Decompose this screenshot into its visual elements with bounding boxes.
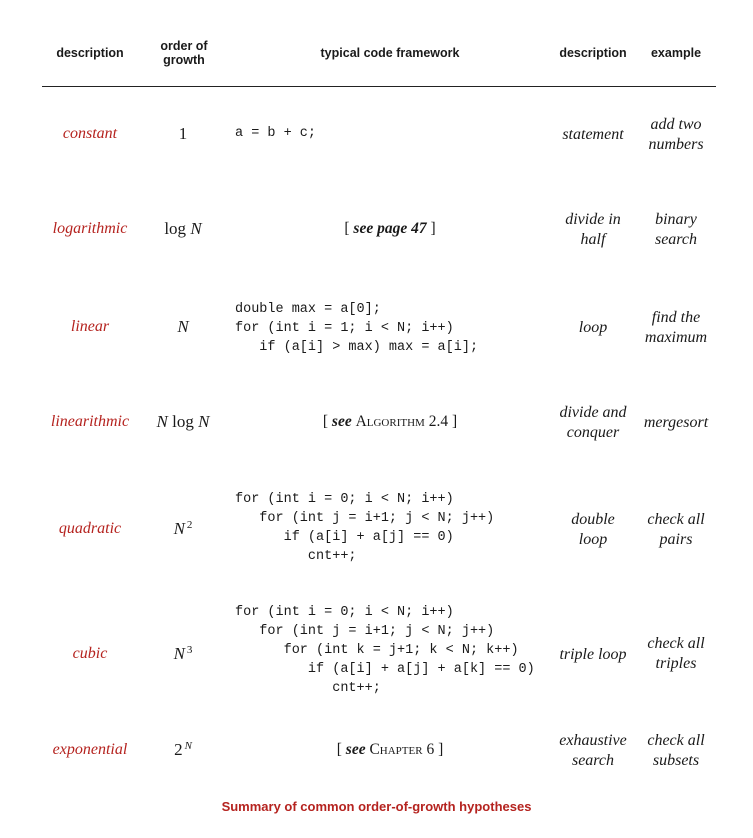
row-order-constant: 1 xyxy=(178,124,188,143)
example-line: numbers xyxy=(648,136,704,153)
row-name-quadratic: quadratic xyxy=(58,520,122,537)
desc-line: conquer xyxy=(566,424,620,441)
row-ref-exponential xyxy=(235,741,545,759)
row-code-constant: a = b + c; xyxy=(235,126,317,141)
ref-open: [ xyxy=(322,413,329,430)
example-line: triples xyxy=(655,655,697,672)
row-name-constant: constant xyxy=(62,125,118,142)
row-ref-linearithmic xyxy=(235,413,545,431)
ref-close: ] xyxy=(438,741,444,758)
order-log: log xyxy=(164,219,187,238)
ref-close: ] xyxy=(430,220,436,237)
example-line: add two xyxy=(650,116,702,133)
row-desc-cubic: triple loop xyxy=(559,646,627,663)
desc-line: half xyxy=(580,231,606,248)
ref-open: [ xyxy=(344,220,350,237)
row-name-cubic: cubic xyxy=(72,645,108,662)
header-description-2: description xyxy=(559,46,627,60)
example-line: subsets xyxy=(652,752,700,769)
order-var: N xyxy=(190,219,202,238)
header-order-line2: growth xyxy=(163,53,205,67)
row-name-linearithmic: linearithmic xyxy=(50,413,130,430)
row-example-linear xyxy=(630,308,722,348)
desc-line: divide in xyxy=(565,211,621,228)
row-order-quadratic xyxy=(138,519,228,539)
row-desc-constant: statement xyxy=(562,126,624,143)
row-code-cubic: for (int i = 0; i < N; i++) for (int j = i+1; j < N; j++) for (int k = j+1; k < N; k++) if (a[i] + a[j] + a[k] == 0) cnt++; xyxy=(235,605,535,696)
example-line: check all xyxy=(647,732,705,749)
header-order-line1: order of xyxy=(160,39,208,53)
ref-open: [ xyxy=(336,741,342,758)
row-ref-logarithmic xyxy=(235,220,545,238)
row-example-constant xyxy=(630,115,722,155)
order-var: N xyxy=(173,644,185,663)
row-example-linearithmic: mergesort xyxy=(643,414,709,431)
row-example-quadratic xyxy=(630,510,722,550)
example-line: binary xyxy=(655,211,697,228)
ref-text: see page 47 xyxy=(353,220,427,237)
row-code-linear: double max = a[0]; for (int i = 1; i < N; i++) if (a[i] > max) max = a[i]; xyxy=(235,302,479,355)
order-exponent: 3 xyxy=(186,644,193,656)
row-order-exponential xyxy=(138,740,228,760)
desc-line: loop xyxy=(578,531,608,548)
header-example: example xyxy=(650,46,702,60)
ref-target: Algorithm 2.4 xyxy=(355,413,449,430)
example-line: pairs xyxy=(659,531,693,548)
desc-line: search xyxy=(571,752,615,769)
figure-caption: Summary of common order-of-growth hypotheses xyxy=(221,799,532,814)
row-desc-exponential xyxy=(548,731,638,771)
order-var: N xyxy=(198,412,210,431)
ref-close: ] xyxy=(451,413,458,430)
row-desc-linear: loop xyxy=(578,319,608,336)
order-var: N xyxy=(177,317,189,336)
row-example-exponential xyxy=(630,731,722,771)
header-rule xyxy=(42,86,716,87)
order-exponent: 2 xyxy=(186,519,193,531)
row-desc-linearithmic xyxy=(548,403,638,443)
order-exponent: N xyxy=(184,740,192,752)
row-desc-logarithmic xyxy=(548,210,638,250)
row-code-quadratic: for (int i = 0; i < N; i++) for (int j = i+1; j < N; j++) if (a[i] + a[j] == 0) cnt++; xyxy=(235,492,495,564)
order-var: N xyxy=(173,519,185,538)
row-desc-quadratic xyxy=(548,510,638,550)
example-line: search xyxy=(654,231,698,248)
ref-see: see xyxy=(345,741,366,758)
ref-target: Chapter 6 xyxy=(369,741,435,758)
example-line: check all xyxy=(647,511,705,528)
order-var: N xyxy=(156,412,168,431)
header-description: description xyxy=(56,46,124,60)
header-order-of-growth xyxy=(140,39,228,67)
row-example-cubic xyxy=(630,634,722,674)
row-name-exponential: exponential xyxy=(52,741,128,758)
row-order-linearithmic xyxy=(138,412,228,432)
order-base: 2 xyxy=(174,740,183,759)
row-order-logarithmic xyxy=(138,219,228,239)
header-code-framework: typical code framework xyxy=(320,46,460,60)
example-line: check all xyxy=(647,635,705,652)
row-order-cubic xyxy=(138,644,228,664)
desc-line: exhaustive xyxy=(559,732,627,749)
row-example-logarithmic xyxy=(630,210,722,250)
example-line: maximum xyxy=(644,329,708,346)
desc-line: double xyxy=(571,511,615,528)
desc-line: divide and xyxy=(559,404,627,421)
row-order-linear xyxy=(138,317,228,337)
row-name-logarithmic: logarithmic xyxy=(52,220,128,237)
row-name-linear: linear xyxy=(70,318,110,335)
ref-see: see xyxy=(331,413,352,430)
order-log: log xyxy=(172,412,194,431)
example-line: find the xyxy=(651,309,701,326)
